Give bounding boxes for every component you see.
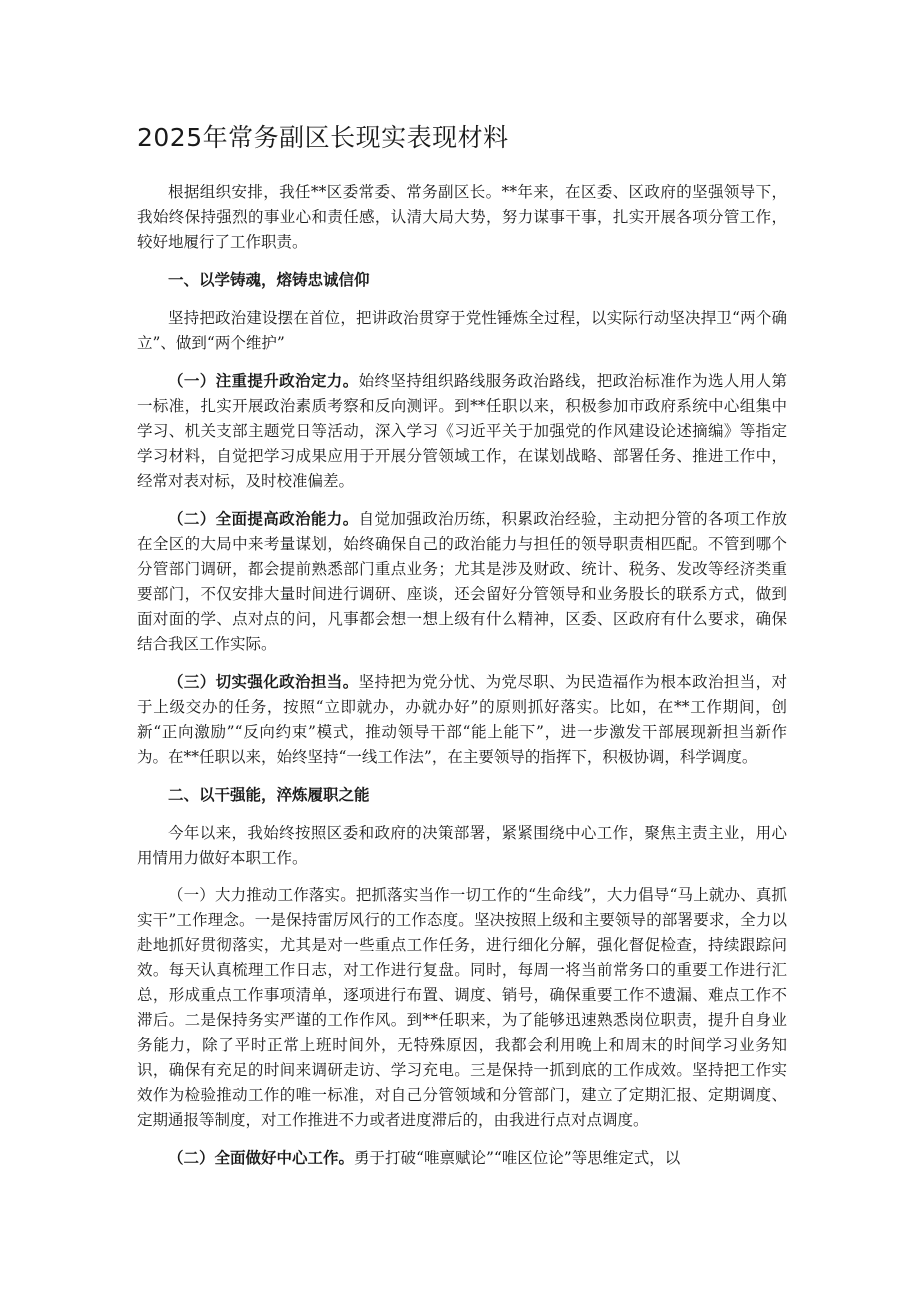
item-lead: （二）全面做好中心工作。	[168, 1148, 355, 1167]
document-page	[137, 118, 787, 1183]
section-1-intro: 坚持把政治建设摆在首位，把讲政治贯穿于党性锤炼全过程，以实际行动坚决捍卫“两个确立”、做到“两个维护”	[137, 309, 787, 352]
item-lead: （一）注重提升政治定力。	[168, 371, 359, 390]
section-1-item-2	[137, 506, 787, 657]
intro-paragraph: 根据组织安排，我任**区委常委、常务副区长。**年来，在区委、区政府的坚强领导下，我始终保持强烈的事业心和责任感，认清大局大势，努力谋事干事，扎实开展各项分管工作，较好地履行了工作职责。	[137, 183, 787, 251]
section-1-item-1	[137, 368, 787, 494]
item-text: 勇于打破“唯禀赋论”“唯区位论”等思维定式，以	[354, 1149, 681, 1167]
item-text: 坚持把为党分忧、为党尽职、为民造福作为根本政治担当，对于上级交办的任务，按照“立即就办，办就办好”的原则抓好落实。比如，在**工作期间，创新“正向激励”“反向约束”模式，推动领导干部“能上能下”，进一步激发干部展现新担当新作为。在**任职以来，始终坚持“一线工作法”，在主要领导的指挥下，积极协调，科学调度。	[137, 673, 787, 766]
document-title: 2025年常务副区长现实表现材料	[137, 123, 509, 152]
item-text: 自觉加强政治历练，积累政治经验，主动把分管的各项工作放在全区的大局中来考量谋划，始终确保自己的政治能力与担任的领导职责相匹配。不管到哪个分管部门调研，都会提前熟悉部门重点业务；尤其是涉及财政、统计、税务、发改等经济类重要部门，不仅安排大量时间进行调研、座谈，还会留好分管领导和业务股长的联系方式，做到面对面的学、点对点的问，凡事都会想一想上级有什么精神，区委、区政府有什么要求，确保结合我区工作实际。	[137, 510, 787, 653]
section-2-item-1: （一）大力推动工作落实。把抓落实当作一切工作的“生命线”，大力倡导“马上就办、真抓实干”工作理念。一是保持雷厉风行的工作态度。坚决按照上级和主要领导的部署要求，全力以赴地抓好贯彻落实，尤其是对一些重点工作任务，进行细化分解，强化督促检查，持续跟踪问效。每天认真梳理工作日志，对工作进行复盘。同时，每周一将当前常务口的重要工作进行汇总，形成重点工作事项清单，逐项进行布置、调度、销号，确保重要工作不遗漏、难点工作不滞后。二是保持务实严谨的工作作风。到**任职来，为了能够迅速熟悉岗位职责，提升自身业务能力，除了平时正常上班时间外，无特殊原因，我都会利用晚上和周末的时间学习业务知识，确保有充足的时间来调研走访、学习充电。三是保持一抓到底的工作成效。坚持把工作实效作为检验推动工作的唯一标准，对自己分管领域和分管部门，建立了定期汇报、定期调度、定期通报等制度，对工作推进不力或者进度滞后的，由我进行点对点调度。	[137, 886, 787, 1129]
section-1-item-3	[137, 669, 787, 770]
item-lead: （二）全面提高政治能力。	[168, 509, 359, 528]
item-lead: （三）切实强化政治担当。	[168, 672, 359, 691]
section-1-heading: 一、以学铸魂，熔铸忠诚信仰	[168, 270, 370, 289]
item-text: 始终坚持组织路线服务政治路线，把政治标准作为选人用人第一标准，扎实开展政治素质考察和反向测评。到**任职以来，积极参加市政府系统中心组集中学习、机关支部主题党日等活动，深入学习《习近平关于加强党的作风建设论述摘编》等指定学习材料，自觉把学习成果应用于开展分管领域工作，在谋划战略、部署任务、推进工作中，经常对表对标，及时校准偏差。	[137, 372, 787, 490]
section-2-item-2	[137, 1145, 787, 1171]
section-2-intro: 今年以来，我始终按照区委和政府的决策部署，紧紧围绕中心工作，聚焦主责主业，用心用情用力做好本职工作。	[137, 824, 787, 867]
section-2-heading: 二、以干强能，淬炼履职之能	[168, 785, 370, 804]
